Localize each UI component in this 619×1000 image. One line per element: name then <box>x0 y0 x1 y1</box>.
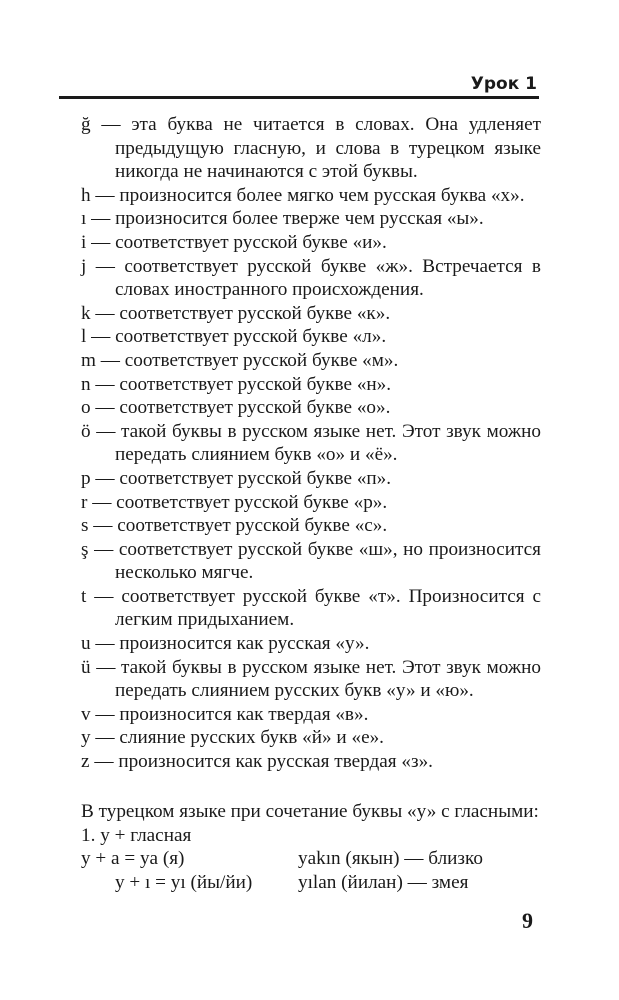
rule-heading: 1. y + гласная <box>81 824 192 846</box>
letter-entry-dotless-i <box>81 207 541 231</box>
entry-text: — соответствует русской букве «н». <box>90 373 392 395</box>
chapter-title: Урок 1 <box>470 74 537 94</box>
example-formula: y + ı = yı (йы/йи) <box>115 871 253 893</box>
letter-entry-s-cedilla <box>81 538 541 585</box>
entry-letter: ğ <box>81 114 91 135</box>
example-row <box>81 847 541 871</box>
entry-text: — такой буквы в русском языке нет. Этот звук можно передать слиянием букв «о» и «ё». <box>90 420 541 466</box>
entry-text: — соответствует русской букве «и». <box>86 231 387 253</box>
entry-letter: h <box>81 184 91 206</box>
letter-entry-r <box>81 491 541 515</box>
letter-entry-o <box>81 396 541 420</box>
entry-text: — такой буквы в русском языке нет. Этот звук можно передать слиянием русских букв «у» и «ю». <box>90 656 541 702</box>
y-combination-section <box>81 800 541 894</box>
entry-text: — соответствует русской букве «м». <box>95 349 399 371</box>
letter-entry-z <box>81 750 541 774</box>
entry-letter: ı <box>81 208 87 230</box>
entry-letter: o <box>81 397 91 419</box>
entry-text: — произносится как русская «у». <box>90 633 370 655</box>
entry-text: — слияние русских букв «й» и «е». <box>90 727 384 749</box>
letter-entry-m <box>81 349 541 373</box>
entry-text: — соответствует русской букве «л». <box>86 326 387 348</box>
entry-letter: m <box>81 349 96 371</box>
entry-text: — произносится как русская твердая «з». <box>89 751 433 773</box>
entry-text: — соответствует русской букве «к». <box>90 302 391 324</box>
letter-entry-t <box>81 585 541 632</box>
entry-letter: n <box>81 373 91 395</box>
entry-letter: l <box>81 326 87 348</box>
letter-entry-v <box>81 703 541 727</box>
entry-letter: j <box>81 255 87 277</box>
entry-letter: k <box>81 302 91 324</box>
letter-list <box>81 113 541 774</box>
entry-letter: t <box>81 585 87 607</box>
letter-entry-u <box>81 632 541 656</box>
entry-letter: ş <box>81 538 89 560</box>
entry-text: — соответствует русской букве «ш», но произносится несколько мягче. <box>88 538 541 584</box>
entry-letter: y <box>81 727 91 749</box>
entry-text: — соответствует русской букве «т». Произносится с легким придыханием. <box>86 585 541 631</box>
example-formula: y + a = ya (я) <box>81 848 185 870</box>
entry-letter: r <box>81 491 88 513</box>
entry-text: — произносится более тверже чем русская «ы». <box>86 208 484 230</box>
letter-entry-g-breve <box>81 113 541 184</box>
running-header <box>59 72 539 99</box>
entry-text: — соответствует русской букве «с». <box>88 515 388 537</box>
entry-letter: i <box>81 231 87 253</box>
letter-entry-l <box>81 325 541 349</box>
letter-entry-p <box>81 467 541 491</box>
example-word: yılan (йилан) — змея <box>298 871 469 893</box>
letter-entry-i <box>81 231 541 255</box>
letter-entry-n <box>81 373 541 397</box>
entry-letter: ö <box>81 420 91 442</box>
letter-entry-o-umlaut <box>81 420 541 467</box>
entry-text: — соответствует русской букве «ж». Встречается в словах иностранного происхождения. <box>86 255 541 301</box>
entry-text: — произносится более мягко чем русская буква «х». <box>90 184 525 206</box>
section-intro: В турецком языке при сочетание буквы «у» с гласными: <box>81 801 539 822</box>
entry-text: — соответствует русской букве «р». <box>87 491 388 513</box>
letter-entry-k <box>81 302 541 326</box>
example-word: yakın (якын) — близко <box>298 848 483 870</box>
entry-letter: v <box>81 703 91 725</box>
entry-text: — эта буква не читается в словах. Она удленяет предыдущую гласную, и слова в турецком языке никогда не начинаются с этой буквы. <box>90 114 541 183</box>
entry-letter: z <box>81 751 90 773</box>
entry-text: — произносится как твердая «в». <box>90 703 369 725</box>
letter-entry-j <box>81 255 541 302</box>
entry-letter: p <box>81 467 91 489</box>
entry-letter: s <box>81 515 89 537</box>
letter-entry-y <box>81 726 541 750</box>
letter-entry-h <box>81 184 541 208</box>
example-row <box>81 871 541 895</box>
page-number: 9 <box>522 908 533 933</box>
entry-text: — соответствует русской букве «о». <box>90 397 391 419</box>
entry-text: — соответствует русской букве «п». <box>90 467 392 489</box>
entry-letter: ü <box>81 656 91 678</box>
entry-letter: u <box>81 633 91 655</box>
letter-entry-u-umlaut <box>81 656 541 703</box>
letter-entry-s <box>81 514 541 538</box>
